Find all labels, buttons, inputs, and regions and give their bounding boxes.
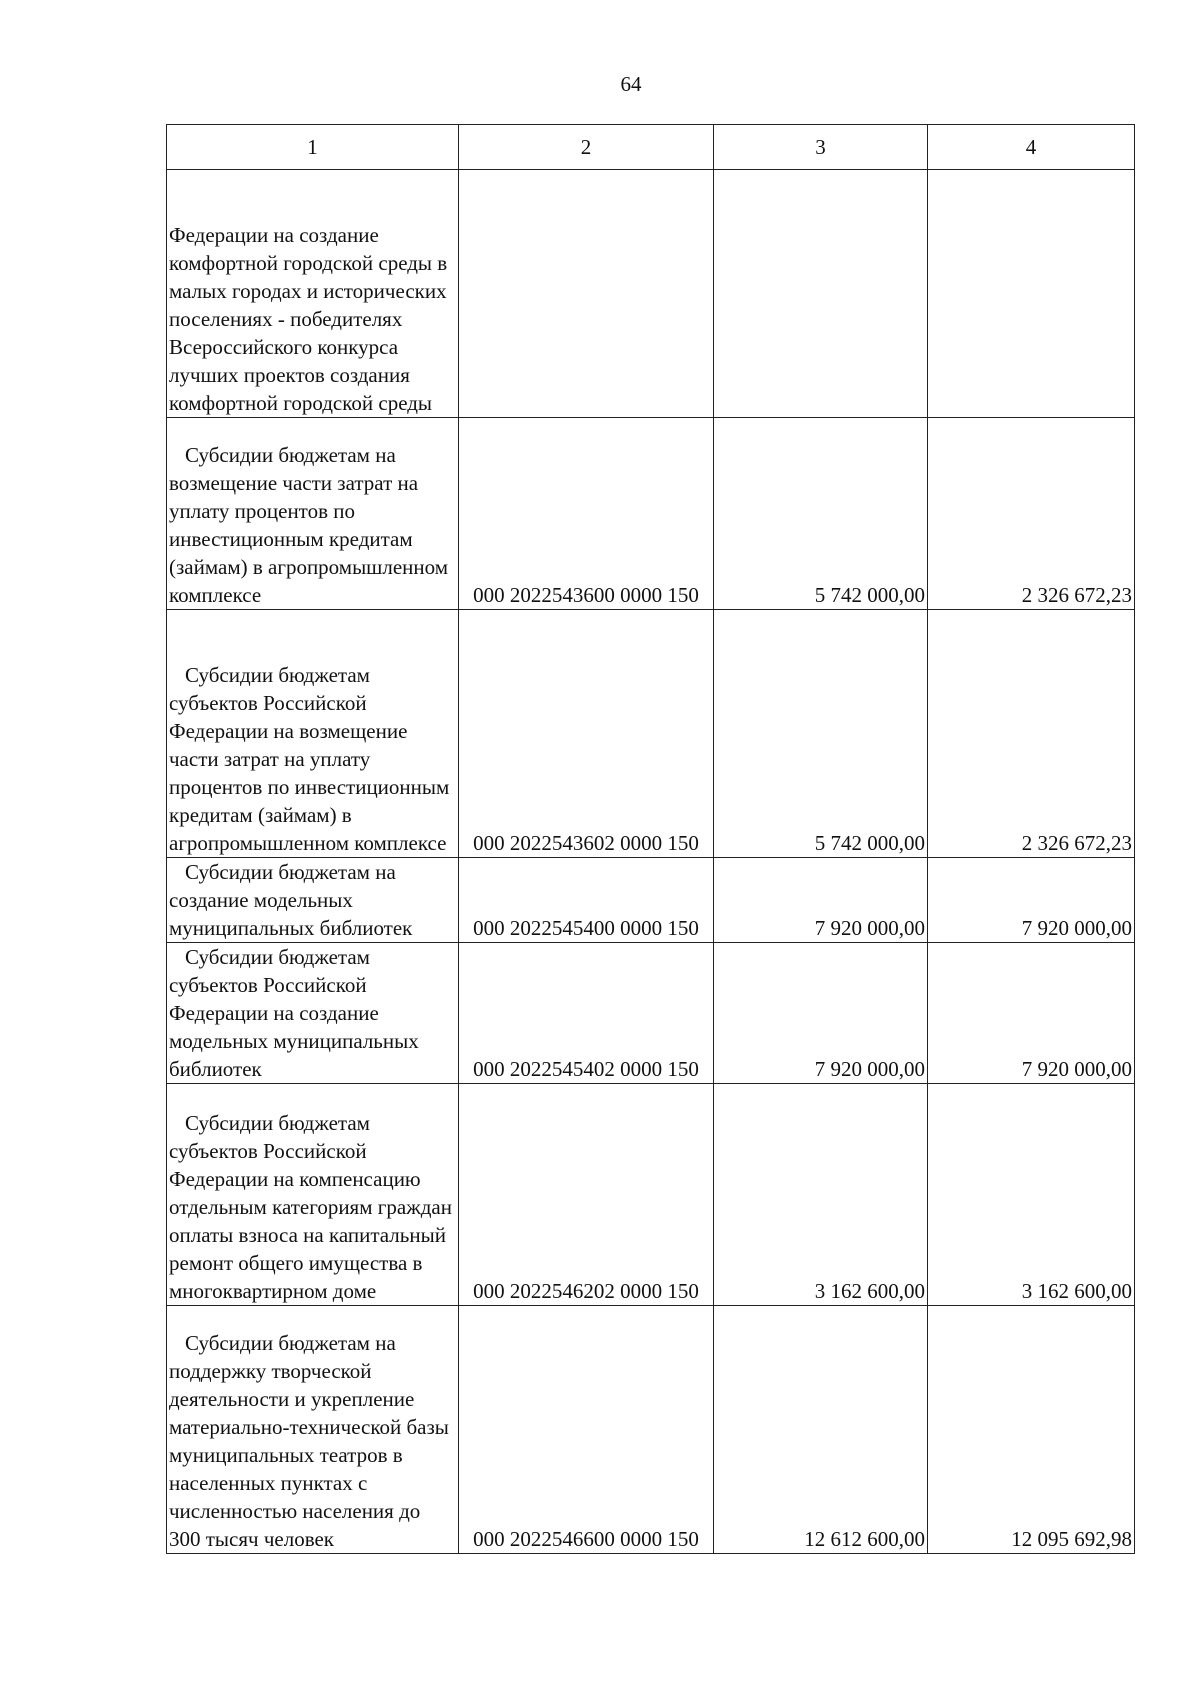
row-code-cell: 000 2022543600 0000 150 [459, 418, 714, 610]
row-fact-cell: 12 095 692,98 [928, 1306, 1135, 1554]
row-fact-cell [928, 170, 1135, 418]
row-fact-cell: 3 162 600,00 [928, 1084, 1135, 1306]
page-number: 64 [620, 72, 642, 96]
table-row [167, 858, 1135, 943]
row-fact-cell: 7 920 000,00 [928, 943, 1135, 1084]
row-code-cell [459, 170, 714, 418]
row-name-text: Субсидии бюджетам на создание модельных муниципальных библиотек [169, 860, 413, 940]
row-name-cell [167, 418, 459, 610]
row-plan-cell: 12 612 600,00 [714, 1306, 928, 1554]
table-row [167, 1306, 1135, 1554]
row-name-text: Субсидии бюджетам на поддержку творческой деятельности и укрепление материально-технической базы муниципальных театров в населенных пунктах с численностью населения до 300 тысяч человек [169, 1331, 449, 1551]
table-row [167, 1084, 1135, 1306]
row-code-cell: 000 2022543602 0000 150 [459, 610, 714, 858]
row-name-text: Субсидии бюджетам на возмещение части затрат на уплату процентов по инвестиционным кредитам (займам) в агропромышленном комплексе [169, 443, 449, 607]
row-fact-cell: 7 920 000,00 [928, 858, 1135, 943]
row-name-cell [167, 943, 459, 1084]
header-row [167, 125, 1135, 170]
row-code-cell: 000 2022546600 0000 150 [459, 1306, 714, 1554]
row-plan-cell: 5 742 000,00 [714, 418, 928, 610]
table-row [167, 170, 1135, 418]
budget-table-container [166, 124, 1134, 1554]
table-row [167, 943, 1135, 1084]
column-header-2: 2 [459, 125, 714, 170]
row-plan-cell: 5 742 000,00 [714, 610, 928, 858]
table-row [167, 418, 1135, 610]
row-name-cell [167, 610, 459, 858]
row-plan-cell: 7 920 000,00 [714, 858, 928, 943]
column-header-4: 4 [928, 125, 1135, 170]
column-header-1: 1 [167, 125, 459, 170]
row-name-cell [167, 1084, 459, 1306]
row-plan-cell: 3 162 600,00 [714, 1084, 928, 1306]
row-code-cell: 000 2022546202 0000 150 [459, 1084, 714, 1306]
row-plan-cell [714, 170, 928, 418]
row-name-cell: Федерации на создание комфортной городской среды в малых городах и исторических поселениях - победителях Всероссийского конкурса лучших проектов создания комфортной городской среды [167, 170, 459, 418]
row-name-cell [167, 858, 459, 943]
row-code-cell: 000 2022545402 0000 150 [459, 943, 714, 1084]
table-row [167, 610, 1135, 858]
row-name-text: Субсидии бюджетам субъектов Российской Федерации на создание модельных муниципальных библиотек [169, 945, 419, 1081]
row-fact-cell: 2 326 672,23 [928, 610, 1135, 858]
row-code-cell: 000 2022545400 0000 150 [459, 858, 714, 943]
row-plan-cell: 7 920 000,00 [714, 943, 928, 1084]
budget-table [166, 124, 1135, 1554]
column-header-3: 3 [714, 125, 928, 170]
row-name-cell [167, 1306, 459, 1554]
row-name-text: Субсидии бюджетам субъектов Российской Федерации на компенсацию отдельным категориям граждан оплаты взноса на капитальный ремонт общего имущества в многоквартирном доме [169, 1111, 452, 1303]
row-fact-cell: 2 326 672,23 [928, 418, 1135, 610]
row-name-text: Субсидии бюджетам субъектов Российской Федерации на возмещение части затрат на уплату процентов по инвестиционным кредитам (займам) в агропромышленном комплексе [169, 663, 450, 855]
